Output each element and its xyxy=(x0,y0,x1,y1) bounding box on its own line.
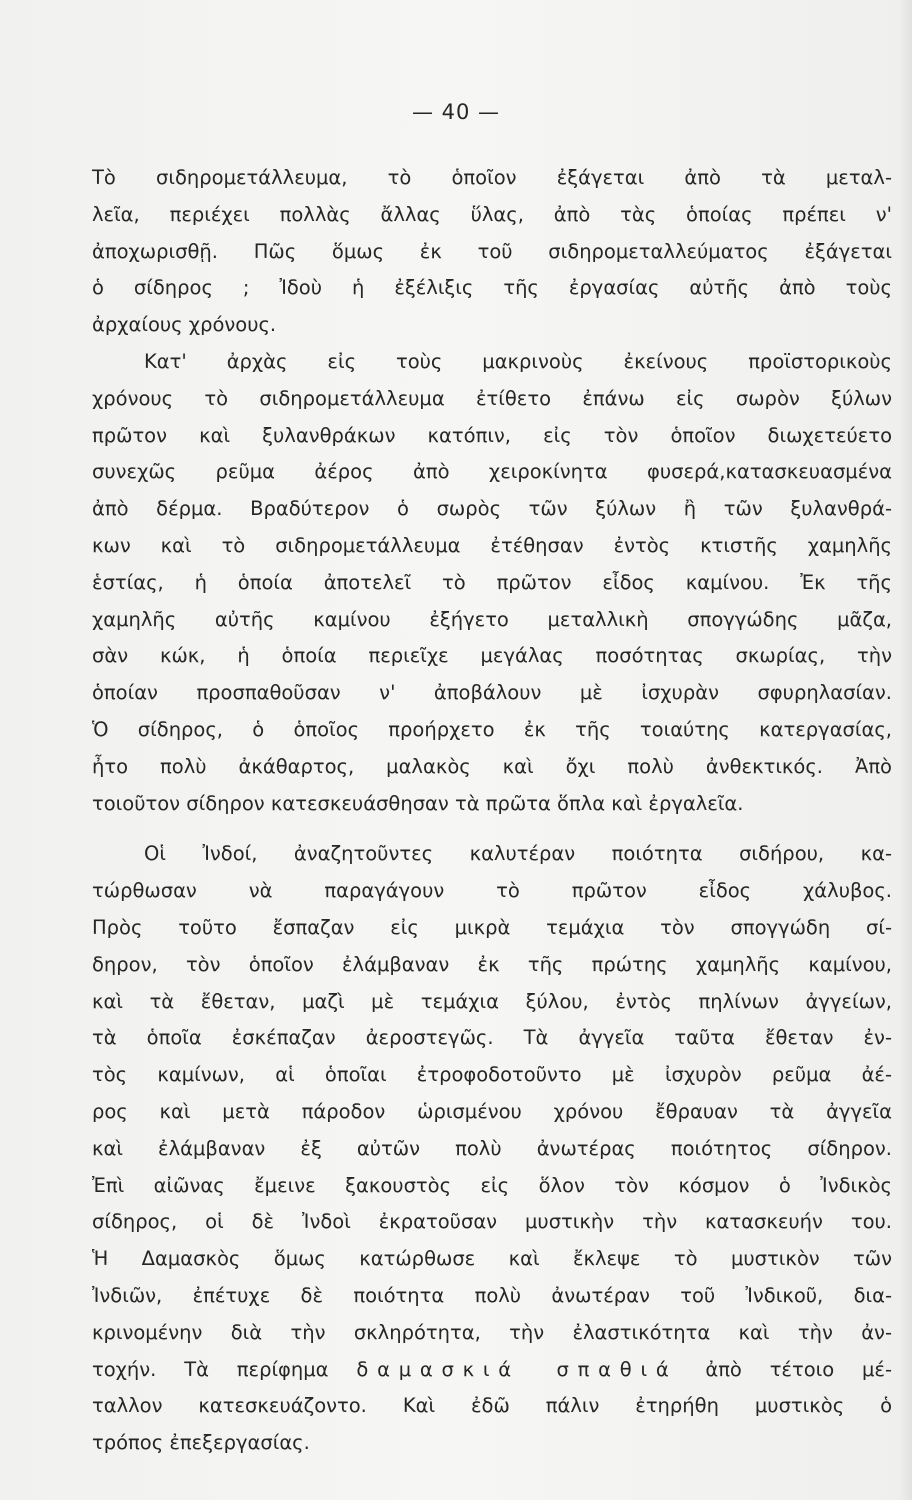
body-text xyxy=(92,160,892,1462)
text-line: πρῶτον καὶ ξυλανθράκων κατόπιν, εἰς τὸν ὁποῖον διωχετεύετο xyxy=(92,423,892,447)
text-line: ἀπὸ δέρμα. Βραδύτερον ὁ σωρὸς τῶν ξύλων ἢ τῶν ξυλανθρά- xyxy=(92,497,892,521)
text-line: τώρθωσαν νὰ παραγάγουν τὸ πρῶτον εἶδος χάλυβος. xyxy=(92,879,892,903)
text-line: Ὁ σίδηρος, ὁ ὁποῖος προήρχετο ἐκ τῆς τοιαύτης κατεργασίας, xyxy=(92,717,892,741)
text-line: ταλλον κατεσκευάζοντο. Καὶ ἐδῶ πάλιν ἐτηρήθη μυστικὸς ὁ xyxy=(92,1394,892,1418)
text-line: καὶ τὰ ἔθεταν, μαζὶ μὲ τεμάχια ξύλου, ἐντὸς πηλίνων ἀγγείων, xyxy=(92,989,892,1013)
paragraph-gap xyxy=(92,822,892,836)
page-number: — 40 — xyxy=(411,100,501,124)
text-fragment: τοχήν. Τὰ περίφημα xyxy=(92,1357,357,1381)
text-line: ἑστίας, ἡ ὁποία ἀποτελεῖ τὸ πρῶτον εἶδος καμίνου. Ἐκ τῆς xyxy=(92,570,892,594)
text-line: λεῖα, περιέχει πολλὰς ἄλλας ὕλας, ἀπὸ τὰς ὁποίας πρέπει ν' xyxy=(92,202,892,226)
text-line: Ἐπὶ αἰῶνας ἔμεινε ξακουστὸς εἰς ὅλον τὸν κόσμον ὁ Ἰνδικὸς xyxy=(92,1173,892,1197)
text-line: χαμηλῆς αὐτῆς καμίνου ἐξήγετο μεταλλικὴ σπογγώδης μᾶζα, xyxy=(92,607,892,631)
text-line: Οἱ Ἰνδοί, ἀναζητοῦντες καλυτέραν ποιότητα σιδήρου, κα- xyxy=(144,842,892,866)
text-line: ὁποίαν προσπαθοῦσαν ν' ἀποβάλουν μὲ ἰσχυρὰν σφυρηλασίαν. xyxy=(92,681,892,705)
text-line: Ἡ Δαμασκὸς ὅμως κατώρθωσε καὶ ἔκλεψε τὸ μυστικὸν τῶν xyxy=(92,1247,892,1271)
paragraph-1 xyxy=(92,160,892,344)
text-line: ἀποχωρισθῇ. Πῶς ὅμως ἐκ τοῦ σιδηρομεταλλεύματος ἐξάγεται xyxy=(92,239,892,263)
text-fragment: ἀπὸ τέτοιο μέ- xyxy=(677,1357,892,1381)
text-line: τὰ ὁποῖα ἐσκέπαζαν ἀεροστεγῶς. Τὰ ἀγγεῖα ταῦτα ἔθεταν ἐν- xyxy=(92,1026,892,1050)
text-line: σίδηρος, οἱ δὲ Ἰνδοὶ ἐκρατοῦσαν μυστικὴν τὴν κατασκευήν του. xyxy=(92,1210,892,1234)
text-line: κρινομένην διὰ τὴν σκληρότητα, τὴν ἐλαστικότητα καὶ τὴν ἀν- xyxy=(92,1320,892,1344)
text-line: δηρον, τὸν ὁποῖον ἐλάμβαναν ἐκ τῆς πρώτης χαμηλῆς καμίνου, xyxy=(92,952,892,976)
text-line: ἦτο πολὺ ἀκάθαρτος, μαλακὸς καὶ ὄχι πολὺ ἀνθεκτικός. Ἀπὸ xyxy=(92,754,892,778)
text-line: ἀρχαίους χρόνους. xyxy=(92,313,277,337)
paragraph-2 xyxy=(92,344,892,822)
text-line: συνεχῶς ρεῦμα ἀέρος ἀπὸ χειροκίνητα φυσερά,κατασκευασμένα xyxy=(92,460,892,484)
text-line: τρόπος ἐπεξεργασίας. xyxy=(92,1431,310,1455)
page-edge xyxy=(900,0,912,1500)
text-line: τοιοῦτον σίδηρον κατεσκευάσθησαν τὰ πρῶτα ὅπλα καὶ ἐργαλεῖα. xyxy=(92,791,744,815)
text-line: καὶ ἐλάμβαναν ἐξ αὐτῶν πολὺ ἀνωτέρας ποιότητος σίδηρον. xyxy=(92,1136,892,1160)
text-line: τὸς καμίνων, αἱ ὁποῖαι ἐτροφοδοτοῦντο μὲ ἰσχυρὸν ρεῦμα ἀέ- xyxy=(92,1063,892,1087)
text-line: Πρὸς τοῦτο ἔσπαζαν εἰς μικρὰ τεμάχια τὸν σπογγώδη σί- xyxy=(92,915,892,939)
text-line-emphasis xyxy=(92,1352,892,1389)
text-line: Ἰνδιῶν, ἐπέτυχε δὲ ποιότητα πολὺ ἀνωτέραν τοῦ Ἰνδικοῦ, δια- xyxy=(92,1283,892,1307)
text-line: Κατ' ἀρχὰς εἰς τοὺς μακρινοὺς ἐκείνους προϊστορικοὺς xyxy=(144,349,892,373)
spaced-emphasis: δαμασκιά σπαθιά xyxy=(356,1357,678,1381)
text-line: ρος καὶ μετὰ πάροδον ὡρισμένου χρόνου ἔθραυαν τὰ ἀγγεῖα xyxy=(92,1099,892,1123)
text-line: ὁ σίδηρος ; Ἰδοὺ ἡ ἐξέλιξις τῆς ἐργασίας αὐτῆς ἀπὸ τοὺς xyxy=(92,276,892,300)
paragraph-3 xyxy=(92,836,892,1462)
text-line: χρόνους τὸ σιδηρομετάλλευμα ἐτίθετο ἐπάνω εἰς σωρὸν ξύλων xyxy=(92,386,892,410)
text-line: κων καὶ τὸ σιδηρομετάλλευμα ἐτέθησαν ἐντὸς κτιστῆς χαμηλῆς xyxy=(92,533,892,557)
text-line: σὰν κώκ, ἡ ὁποία περιεῖχε μεγάλας ποσότητας σκωρίας, τὴν xyxy=(92,644,892,668)
text-line: Τὸ σιδηρομετάλλευμα, τὸ ὁποῖον ἐξάγεται ἀπὸ τὰ μεταλ- xyxy=(92,166,892,189)
